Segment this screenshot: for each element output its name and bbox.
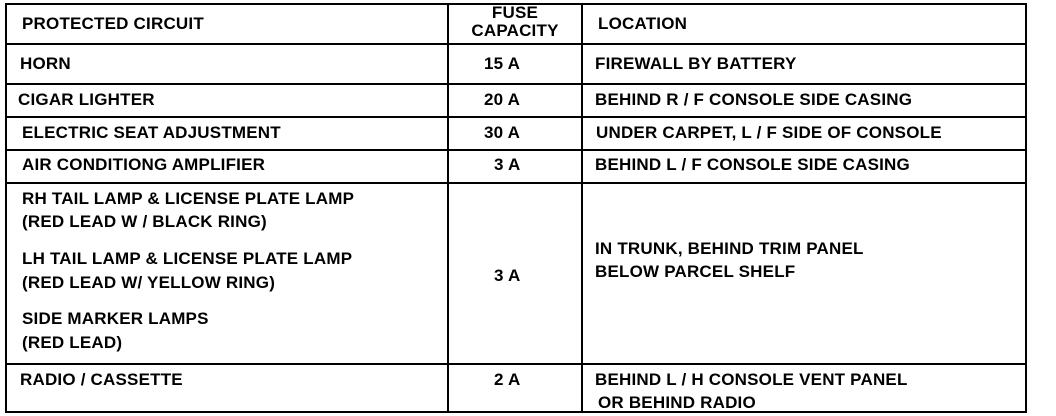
circuit-radio-cassette: RADIO / CASSETTE (20, 370, 183, 389)
location-lamps-line1: IN TRUNK, BEHIND TRIM PANEL (595, 239, 864, 258)
location-cigar-lighter: BEHIND R / F CONSOLE SIDE CASING (595, 90, 913, 109)
location-radio-line1: BEHIND L / H CONSOLE VENT PANEL (595, 370, 908, 389)
row-divider-4 (5, 182, 1027, 184)
table-border-left (5, 3, 7, 413)
circuit-side-marker-lead: (RED LEAD) (22, 333, 123, 352)
column-divider-1 (447, 3, 449, 413)
row-divider-5 (5, 363, 1027, 365)
column-divider-2 (581, 3, 583, 413)
circuit-rh-tail-lamp: RH TAIL LAMP & LICENSE PLATE LAMP (22, 189, 355, 208)
capacity-horn: 15 A (484, 54, 521, 73)
location-horn: FIREWALL BY BATTERY (595, 54, 797, 73)
table-border-bottom (5, 411, 1027, 413)
row-divider-header (5, 43, 1027, 45)
table-border-right (1025, 3, 1027, 413)
header-location: LOCATION (598, 14, 688, 33)
row-divider-3 (5, 149, 1027, 151)
circuit-horn: HORN (20, 54, 71, 73)
capacity-electric-seat: 30 A (484, 123, 521, 142)
circuit-electric-seat: ELECTRIC SEAT ADJUSTMENT (22, 123, 281, 142)
circuit-cigar-lighter: CIGAR LIGHTER (18, 90, 155, 109)
location-electric-seat: UNDER CARPET, L / F SIDE OF CONSOLE (596, 123, 942, 142)
row-divider-1 (5, 83, 1027, 85)
location-lamps-line2: BELOW PARCEL SHELF (595, 262, 796, 281)
capacity-ac-amplifier: 3 A (494, 155, 521, 174)
header-protected-circuit: PROTECTED CIRCUIT (22, 14, 204, 33)
circuit-lh-tail-lamp: LH TAIL LAMP & LICENSE PLATE LAMP (22, 249, 353, 268)
location-ac-amplifier: BEHIND L / F CONSOLE SIDE CASING (595, 155, 910, 174)
circuit-lh-tail-lamp-lead: (RED LEAD W/ YELLOW RING) (22, 273, 276, 292)
circuit-side-marker-lamps: SIDE MARKER LAMPS (22, 309, 209, 328)
capacity-lamps: 3 A (494, 266, 521, 285)
header-capacity: CAPACITY (471, 21, 559, 40)
location-radio-line2: OR BEHIND RADIO (598, 393, 756, 412)
circuit-ac-amplifier: AIR CONDITIONG AMPLIFIER (22, 155, 266, 174)
row-divider-2 (5, 116, 1027, 118)
capacity-cigar-lighter: 20 A (484, 90, 521, 109)
header-fuse: FUSE (491, 3, 539, 22)
circuit-rh-tail-lamp-lead: (RED LEAD W / BLACK RING) (22, 212, 267, 231)
capacity-radio-cassette: 2 A (494, 370, 521, 389)
